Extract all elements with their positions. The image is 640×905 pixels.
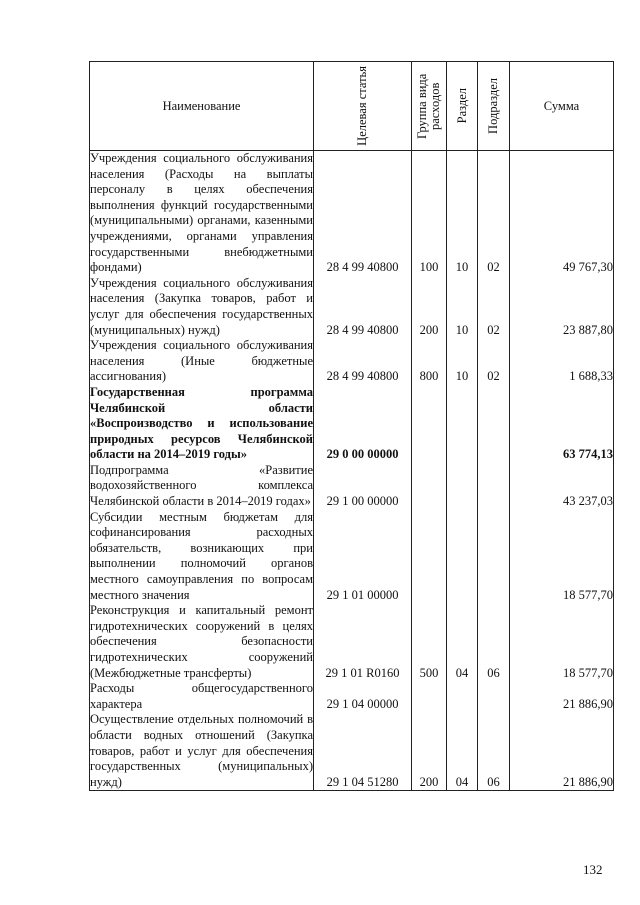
row-expense-group: 200 xyxy=(412,276,447,338)
row-name: Реконструкция и капитальный ремонт гидротехнических сооружений в целях обеспечения безопасности гидротехнических сооружений (Межбюджетные трансферты) xyxy=(90,603,313,680)
row-sum: 43 237,03 xyxy=(510,463,614,510)
row-sum: 18 577,70 xyxy=(510,510,614,604)
row-target-article: 29 1 04 51280 xyxy=(314,712,412,790)
row-name: Подпрограмма «Развитие водохозяйственного комплекса Челябинской области в 2014–2019 годах» xyxy=(90,462,313,509)
row-name: Субсидии местным бюджетам для софинансирования расходных обязательств, возникающих при выполнении полномочий органов местного самоуправления по вопросам местного значения xyxy=(90,509,313,602)
table-header-row xyxy=(90,62,614,151)
table-row xyxy=(90,681,614,712)
row-expense-group xyxy=(412,681,447,712)
row-section: 10 xyxy=(447,151,478,276)
table-row xyxy=(90,603,614,681)
header-name: Наименование xyxy=(90,62,314,151)
row-name: Учреждения социального обслуживания населения (Закупка товаров, работ и услуг для обеспечения государственных (муниципальных) нужд) xyxy=(90,275,313,337)
row-subsection: 02 xyxy=(478,338,510,385)
row-target-article: 28 4 99 40800 xyxy=(314,338,412,385)
table-row xyxy=(90,338,614,385)
row-section: 04 xyxy=(447,603,478,681)
header-subsection: Подраздел xyxy=(478,62,510,151)
row-subsection: 06 xyxy=(478,712,510,790)
table-row xyxy=(90,463,614,510)
row-sum: 49 767,30 xyxy=(510,151,614,276)
row-sum: 21 886,90 xyxy=(510,681,614,712)
row-expense-group: 100 xyxy=(412,151,447,276)
row-expense-group: 200 xyxy=(412,712,447,790)
table-row xyxy=(90,276,614,338)
row-target-article: 29 1 01 R0160 xyxy=(314,603,412,681)
row-subsection xyxy=(478,681,510,712)
row-section xyxy=(447,681,478,712)
row-sum: 23 887,80 xyxy=(510,276,614,338)
budget-table xyxy=(89,61,614,791)
row-target-article: 29 1 04 00000 xyxy=(314,681,412,712)
row-name: Расходы общегосударственного характера xyxy=(90,681,313,711)
row-section xyxy=(447,463,478,510)
row-expense-group xyxy=(412,510,447,604)
page-number: 132 xyxy=(583,862,603,877)
header-sum: Сумма xyxy=(510,62,614,151)
row-expense-group: 800 xyxy=(412,338,447,385)
row-sum: 18 577,70 xyxy=(510,603,614,681)
row-target-article: 29 0 00 00000 xyxy=(314,385,412,463)
row-subsection: 06 xyxy=(478,603,510,681)
table-row xyxy=(90,151,614,276)
row-subsection xyxy=(478,385,510,463)
row-target-article: 29 1 00 00000 xyxy=(314,463,412,510)
row-expense-group: 500 xyxy=(412,603,447,681)
row-section xyxy=(447,385,478,463)
row-subsection: 02 xyxy=(478,151,510,276)
row-section: 10 xyxy=(447,338,478,385)
header-expense-group: Группа вида расходов xyxy=(412,62,447,151)
row-name: Осуществление отдельных полномочий в области водных отношений (Закупка товаров, работ и услуг для обеспечения государственных (муниципальных) нужд) xyxy=(90,712,314,790)
row-expense-group xyxy=(412,463,447,510)
row-section: 10 xyxy=(447,276,478,338)
row-sum: 21 886,90 xyxy=(510,712,614,790)
header-section: Раздел xyxy=(447,62,478,151)
row-target-article: 28 4 99 40800 xyxy=(314,151,412,276)
row-name: Государственная программа Челябинской области «Воспроизводство и использование природных ресурсов Челябинской области на 2014–2019 годы» xyxy=(90,384,313,462)
row-name: Учреждения социального обслуживания населения (Иные бюджетные ассигнования) xyxy=(90,338,313,384)
row-subsection xyxy=(478,463,510,510)
row-subsection xyxy=(478,510,510,604)
row-expense-group xyxy=(412,385,447,463)
row-name: Учреждения социального обслуживания населения (Расходы на выплаты персоналу в целях обеспечения выполнения функций государственными (муниципальными) органами, казенными учреждениями, органами управления государственными внебюджетными фондами) xyxy=(90,151,313,275)
row-section xyxy=(447,510,478,604)
header-target-article: Целевая статья xyxy=(314,62,412,151)
row-section: 04 xyxy=(447,712,478,790)
table-row xyxy=(90,712,614,790)
table-row xyxy=(90,510,614,604)
row-subsection: 02 xyxy=(478,276,510,338)
table-row xyxy=(90,385,614,463)
row-target-article: 28 4 99 40800 xyxy=(314,276,412,338)
row-sum: 1 688,33 xyxy=(510,338,614,385)
row-sum: 63 774,13 xyxy=(510,385,614,463)
row-target-article: 29 1 01 00000 xyxy=(314,510,412,604)
